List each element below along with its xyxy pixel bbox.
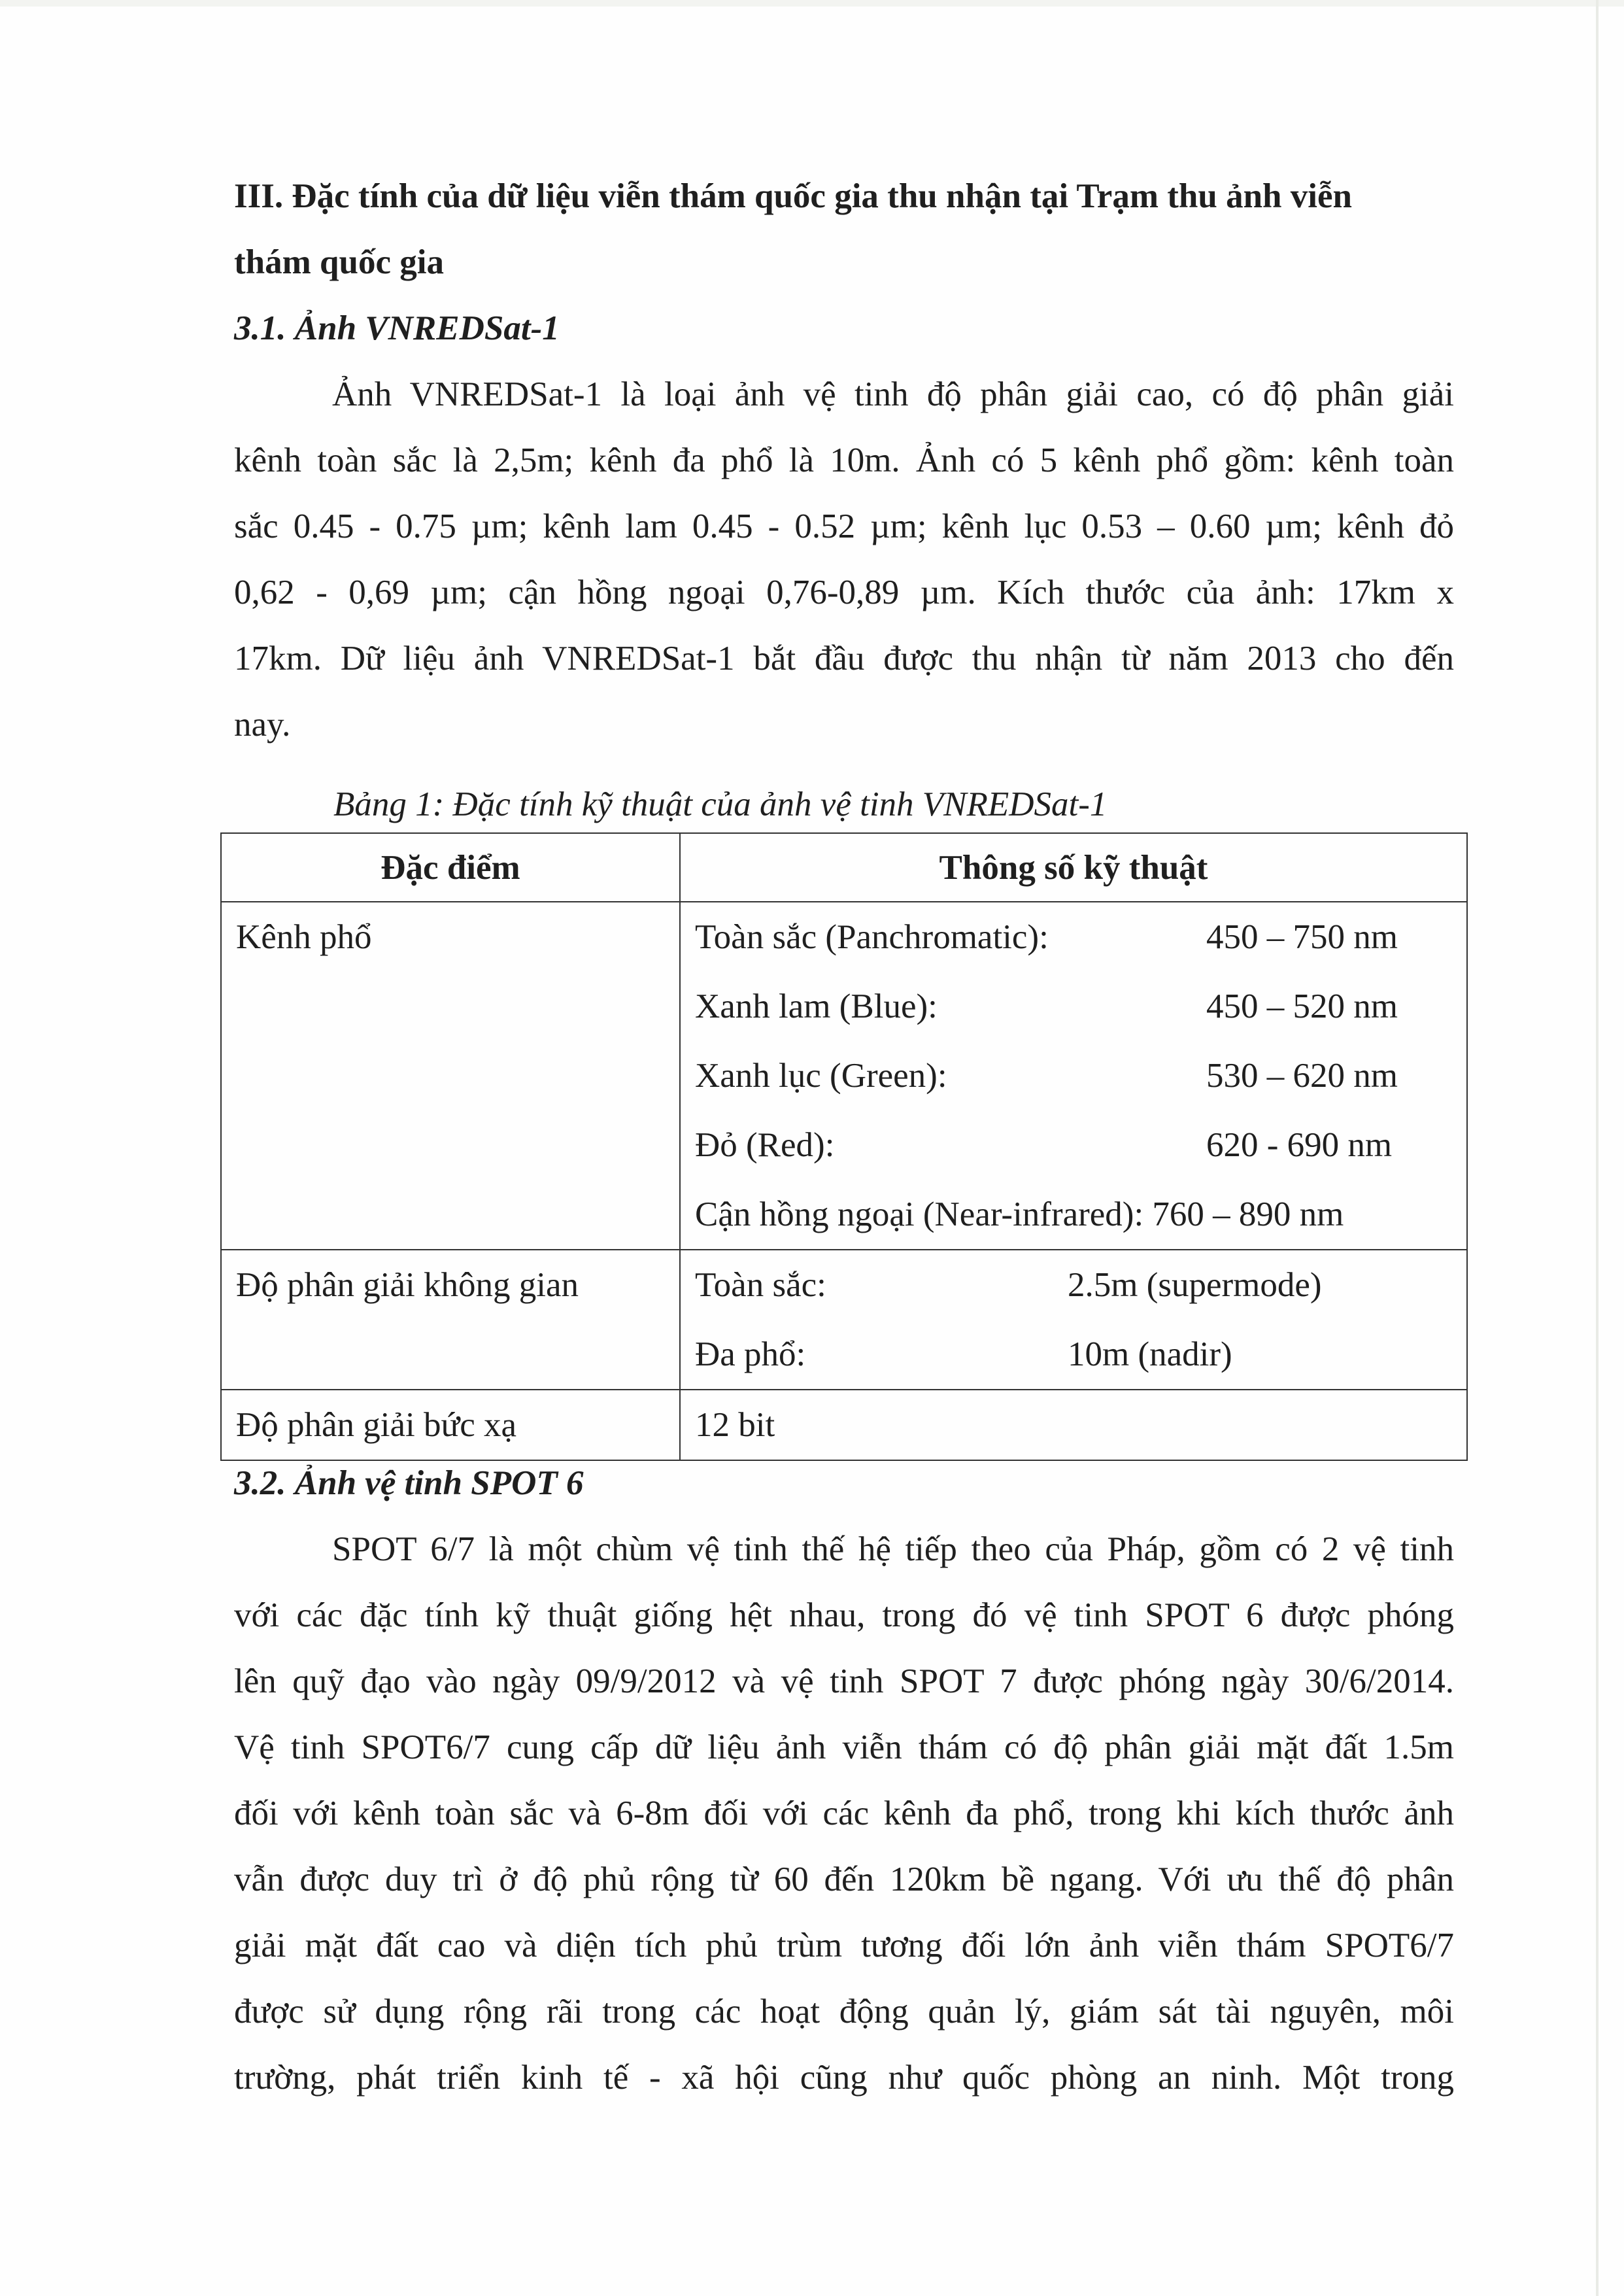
chapter-heading-line-1: III. Đặc tính của dữ liệu viễn thám quốc gia thu nhận tại Trạm thu ảnh viễn [234,177,1353,215]
spec-table [220,832,1468,1461]
paragraph-line: Vệ tinh SPOT6/7 cung cấp dữ liệu ảnh viễn thám có độ phân giải mặt đất 1.5m [234,1728,1454,1766]
spectral-label: Kênh phổ [236,918,372,956]
band-row [695,902,1466,972]
spatial-row [695,1250,1466,1320]
band-row [695,972,1466,1041]
table-row-radiometric [221,1390,1467,1460]
paragraph-line: SPOT 6/7 là một chùm vệ tinh thế hệ tiếp theo của Pháp, gồm có 2 vệ tinh [332,1530,1454,1568]
band-name: Xanh lục (Green): [695,1057,947,1095]
band-range: 450 – 750 nm [1206,918,1398,956]
table-row-spectral [221,902,1467,1250]
section-title-spot6: 3.2. Ảnh vệ tinh SPOT 6 [234,1464,584,1502]
paragraph-line: nay. [234,706,291,744]
spatial-value: 10m (nadir) [1068,1335,1232,1373]
spatial-name: Đa phổ: [695,1335,806,1373]
paragraph-line: sắc 0.45 - 0.75 µm; kênh lam 0.45 - 0.52 µm; kênh lục 0.53 – 0.60 µm; kênh đỏ [234,507,1454,545]
spatial-row [695,1320,1466,1389]
paragraph-line: 0,62 - 0,69 µm; cận hồng ngoại 0,76-0,89 µm. Kích thước của ảnh: 17km x [234,574,1454,611]
band-row [695,1180,1466,1249]
paragraph-spot6 [234,1516,1454,2111]
band-row [695,1110,1466,1180]
scan-right-edge [1596,0,1599,2296]
scan-top-edge [0,0,1624,7]
header-spec: Thông số kỹ thuật [680,833,1467,902]
section-title-vnredsat: 3.1. Ảnh VNREDSat-1 [234,309,560,347]
table-header-row [221,833,1467,902]
header-feature: Đặc điểm [221,833,680,902]
paragraph-line: Ảnh VNREDSat-1 là loại ảnh vệ tinh độ phân giải cao, có độ phân giải [332,375,1454,413]
spatial-name: Toàn sắc: [695,1266,826,1304]
paragraph-vnredsat [234,362,1454,758]
band-range: 450 – 520 nm [1206,987,1398,1025]
radiometric-label: Độ phân giải bức xạ [236,1406,517,1444]
table-caption: Bảng 1: Đặc tính kỹ thuật của ảnh vệ tinh VNREDSat-1 [333,785,1108,823]
table-row-spatial [221,1250,1467,1390]
band-range: 620 - 690 nm [1206,1126,1393,1164]
paragraph-line: đối với kênh toàn sắc và 6-8m đối với các kênh đa phổ, trong khi kích thước ảnh [234,1794,1454,1832]
paragraph-line: giải mặt đất cao và diện tích phủ trùm tương đối lớn ảnh viễn thám SPOT6/7 [234,1927,1454,1964]
band-name: Toàn sắc (Panchromatic): [695,918,1049,956]
paragraph-line: kênh toàn sắc là 2,5m; kênh đa phổ là 10m. Ảnh có 5 kênh phổ gồm: kênh toàn [234,441,1454,479]
spatial-label: Độ phân giải không gian [236,1266,579,1304]
spatial-value: 2.5m (supermode) [1068,1266,1322,1304]
paragraph-line: lên quỹ đạo vào ngày 09/9/2012 và vệ tinh SPOT 7 được phóng ngày 30/6/2014. [234,1662,1454,1700]
paragraph-line: với các đặc tính kỹ thuật giống hệt nhau, trong đó vệ tinh SPOT 6 được phóng [234,1596,1454,1634]
band-range: 530 – 620 nm [1206,1057,1398,1095]
paragraph-line: vẫn được duy trì ở độ phủ rộng từ 60 đến 120km bề ngang. Với ưu thế độ phân [234,1860,1454,1898]
paragraph-line: 17km. Dữ liệu ảnh VNREDSat-1 bắt đầu được thu nhận từ năm 2013 cho đến [234,640,1454,677]
band-name: Đỏ (Red): [695,1126,835,1164]
paragraph-line: trường, phát triển kinh tế - xã hội cũng như quốc phòng an ninh. Một trong [234,2059,1454,2097]
chapter-heading [234,163,1454,296]
chapter-heading-line-2: thám quốc gia [234,243,444,281]
paragraph-line: được sử dụng rộng rãi trong các hoạt động quản lý, giám sát tài nguyên, môi [234,1993,1454,2030]
band-row [695,1041,1466,1110]
radiometric-value: 12 bit [695,1406,775,1444]
band-name: Cận hồng ngoại (Near-infrared): 760 – 890 nm [695,1195,1344,1233]
band-name: Xanh lam (Blue): [695,987,938,1025]
